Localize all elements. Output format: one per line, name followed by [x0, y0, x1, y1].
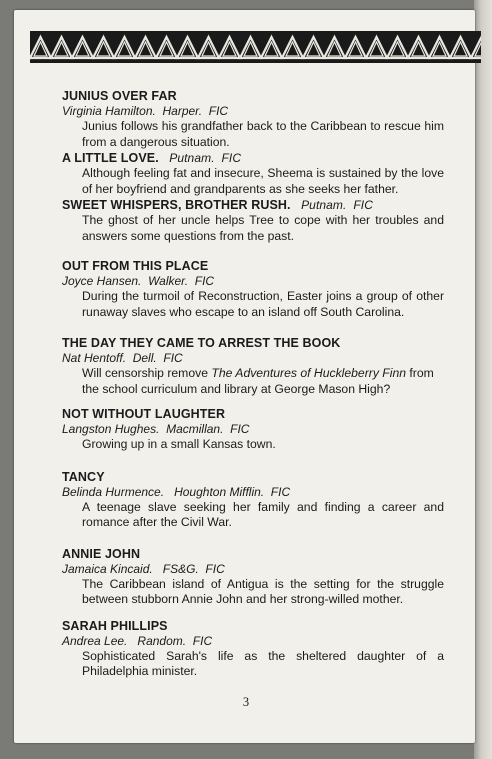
page-number: 3	[242, 695, 250, 709]
book-citation	[62, 485, 444, 500]
book-genre: FIC	[270, 484, 291, 499]
book-entry-junius-over-far	[62, 88, 444, 150]
book-publisher: Putnam.	[301, 198, 347, 212]
book-citation	[62, 104, 444, 119]
book-citation	[62, 274, 444, 289]
book-publisher: Walker.	[148, 274, 189, 288]
book-entry-not-without-laughter	[62, 406, 444, 453]
book-genre: FIC	[221, 151, 242, 165]
adjacent-page-edge	[474, 0, 492, 759]
book-title: NOT WITHOUT LAUGHTER	[62, 407, 226, 421]
book-description: Although feeling fat and insecure, Sheema is sustained by the love of her boyfriend and grandparents as she seeks her father.	[82, 166, 444, 196]
zigzag-pattern-icon	[30, 31, 481, 63]
book-publisher: Houghton Mifflin.	[174, 484, 265, 499]
book-title-line	[62, 197, 444, 213]
book-publisher: Putnam.	[169, 151, 215, 165]
book-author: Nat Hentoff.	[62, 351, 127, 365]
book-entry-sweet-whispers	[62, 197, 444, 244]
book-title: OUT FROM THIS PLACE	[62, 259, 209, 273]
book-description-title: The Adventures of Huckleberry Finn	[211, 366, 407, 380]
book-description: The Caribbean island of Antigua is the setting for the struggle between stubborn Annie John and her strong-willed mother.	[82, 576, 444, 606]
book-title: THE DAY THEY CAME TO ARREST THE BOOK	[62, 336, 341, 350]
book-publisher: FS&G.	[162, 561, 199, 576]
book-title: SWEET WHISPERS, BROTHER RUSH.	[62, 198, 291, 212]
book-author: Belinda Hurmence.	[62, 484, 165, 499]
book-entry-day-they-came	[62, 335, 444, 397]
book-description-end: from the school curriculum and library at George Mason High?	[82, 366, 434, 396]
book-citation	[294, 198, 373, 212]
book-genre: FIC	[353, 198, 373, 212]
book-citation	[162, 151, 241, 165]
book-title: ANNIE JOHN	[62, 546, 141, 561]
book-genre: FIC	[192, 633, 213, 648]
book-entry-out-from-this-place	[62, 258, 444, 320]
book-author: Virginia Hamilton.	[62, 104, 156, 118]
book-citation	[62, 634, 444, 649]
book-title: TANCY	[62, 469, 105, 484]
book-entry-annie-john	[62, 546, 444, 608]
book-publisher: Harper.	[162, 104, 203, 118]
book-author: Jamaica Kincaid.	[62, 561, 153, 576]
book-entry-tancy	[62, 469, 444, 531]
book-description: Growing up in a small Kansas town.	[82, 437, 276, 451]
book-title: JUNIUS OVER FAR	[62, 89, 177, 103]
zigzag-banner	[30, 31, 481, 63]
book-entry-a-little-love	[62, 150, 444, 197]
book-description: The ghost of her uncle helps Tree to cope with her troubles and answers some questions from the past.	[82, 213, 444, 243]
book-description: Sophisticated Sarah's life as the sheltered daughter of a Philadelphia minister.	[82, 648, 444, 678]
book-title: SARAH PHILLIPS	[62, 618, 168, 633]
book-citation	[62, 351, 444, 366]
book-publisher: Macmillan.	[166, 422, 224, 436]
book-title-line	[62, 150, 444, 166]
book-genre: FIC	[163, 351, 183, 365]
book-genre: FIC	[208, 104, 229, 118]
book-genre: FIC	[205, 561, 225, 576]
book-publisher: Random.	[137, 633, 187, 648]
book-genre: FIC	[194, 274, 215, 288]
book-citation	[62, 562, 444, 577]
book-description: A teenage slave seeking her family and finding a career and romance after the Civil War.	[82, 499, 444, 529]
book-description: Junius follows his grandfather back to the Caribbean to rescue him from a dangerous situation.	[82, 119, 444, 149]
book-author: Andrea Lee.	[62, 633, 128, 648]
book-description	[82, 366, 444, 397]
book-description-start: Will censorship remove	[82, 366, 212, 380]
book-entry-sarah-phillips	[62, 618, 444, 680]
book-author: Langston Hughes.	[62, 422, 160, 436]
book-description: During the turmoil of Reconstruction, Easter joins a group of other runaway slaves who escape to an island off South Carolina.	[82, 289, 444, 319]
book-genre: FIC	[230, 422, 250, 436]
book-list	[62, 88, 444, 680]
book-title: A LITTLE LOVE.	[62, 151, 159, 165]
book-publisher: Dell.	[132, 351, 157, 365]
book-author: Joyce Hansen.	[62, 274, 142, 288]
book-citation	[62, 422, 444, 437]
